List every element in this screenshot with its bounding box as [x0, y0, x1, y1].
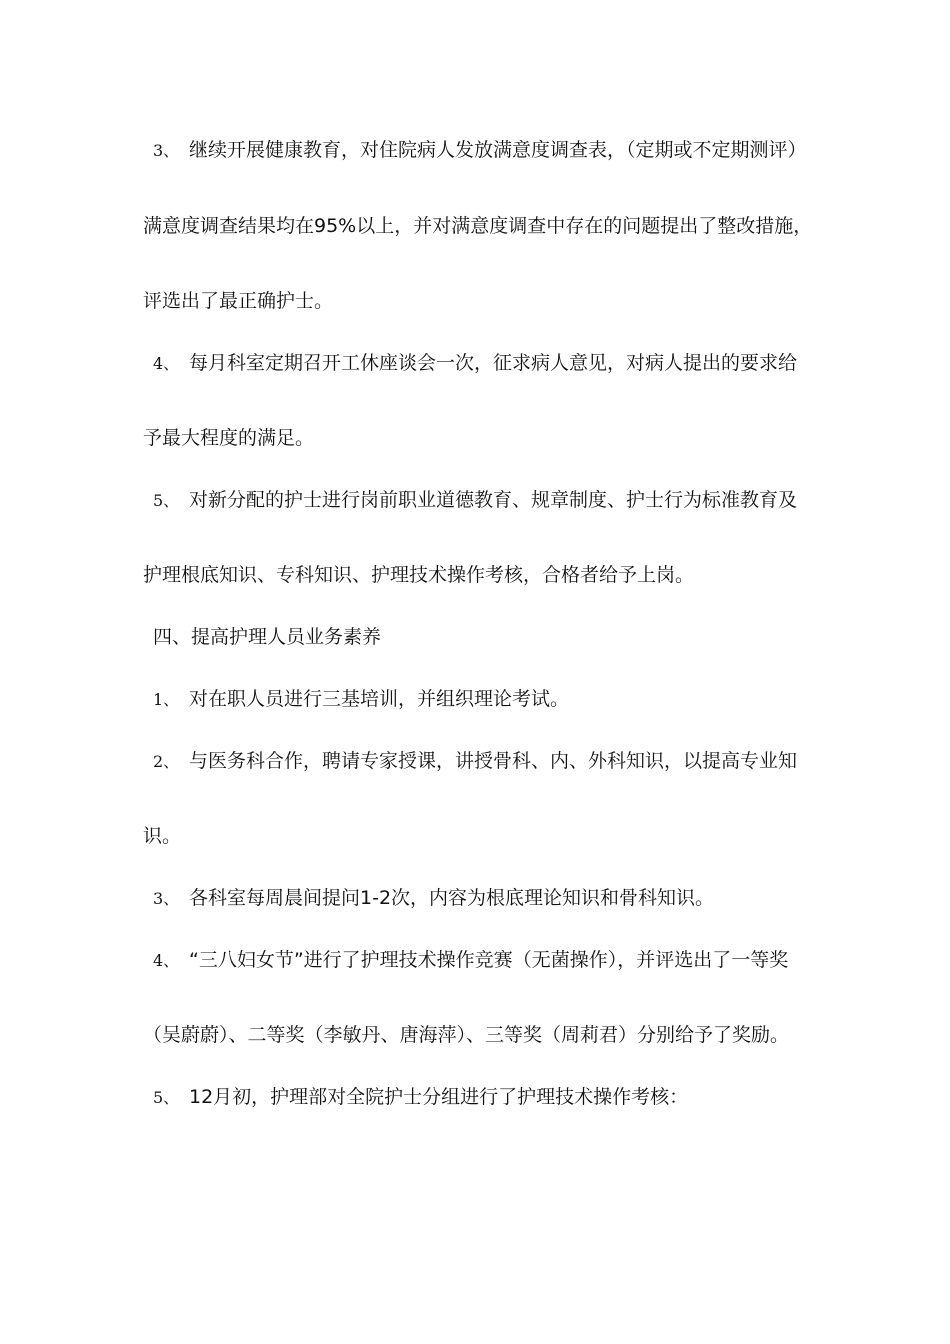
line-text: 与医务科合作，聘请专家授课，讲授骨科、内、外科知识，以提高专业知	[189, 750, 798, 772]
item-number: 5、	[153, 491, 180, 510]
item-number: 4、	[153, 951, 180, 970]
paragraph-line	[153, 138, 807, 163]
item-number: 3、	[153, 141, 180, 160]
paragraph-line	[153, 351, 797, 376]
line-text: （吴蔚蔚）、二等奖（李敏丹、唐海萍）、三等奖（周莉君）分别给予了奖励。	[143, 1024, 790, 1046]
paragraph-line	[143, 214, 812, 238]
line-text: 继续开展健康教育，对住院病人发放满意度调查表，（定期或不定期测评）	[189, 139, 807, 161]
paragraph-line	[153, 749, 797, 774]
paragraph-line	[153, 1085, 688, 1110]
line-text: 评选出了最正确护士。	[143, 290, 334, 312]
item-number: 2、	[153, 752, 180, 771]
line-text: 满意度调查结果均在95%以上，并对满意度调查中存在的问题提出了整改措施，	[143, 215, 813, 237]
line-text: 对新分配的护士进行岗前职业道德教育、规章制度、护士行为标准教育及	[189, 489, 798, 511]
paragraph-line	[143, 1023, 789, 1047]
paragraph-line	[153, 687, 569, 712]
paragraph-line	[153, 886, 714, 911]
line-text: “三八妇女节”进行了护理技术操作竞赛（无菌操作），并评选出了一等奖	[189, 949, 789, 971]
line-text: 12月初，护理部对全院护士分组进行了护理技术操作考核：	[189, 1086, 689, 1108]
item-number: 3、	[153, 889, 180, 908]
item-number: 1、	[153, 690, 180, 709]
line-text: 各科室每周晨间提问1-2次，内容为根底理论知识和骨科知识。	[189, 887, 715, 909]
line-text: 对在职人员进行三基培训，并组织理论考试。	[189, 688, 570, 710]
line-text: 四、提高护理人员业务素养	[153, 626, 382, 648]
paragraph-line	[153, 488, 797, 513]
item-number: 5、	[153, 1088, 180, 1107]
paragraph-line	[143, 563, 694, 587]
paragraph-line	[143, 289, 333, 313]
line-text: 识。	[143, 825, 182, 847]
line-text: 护理根底知识、专科知识、护理技术操作考核，合格者给予上岗。	[143, 564, 695, 586]
line-text: 予最大程度的满足。	[143, 427, 315, 449]
line-text: 每月科室定期召开工休座谈会一次，征求病人意见，对病人提出的要求给	[189, 352, 798, 374]
item-number: 4、	[153, 354, 180, 373]
section-heading	[153, 625, 381, 649]
paragraph-line	[153, 948, 788, 973]
paragraph-line	[143, 426, 314, 450]
paragraph-line	[143, 824, 181, 848]
